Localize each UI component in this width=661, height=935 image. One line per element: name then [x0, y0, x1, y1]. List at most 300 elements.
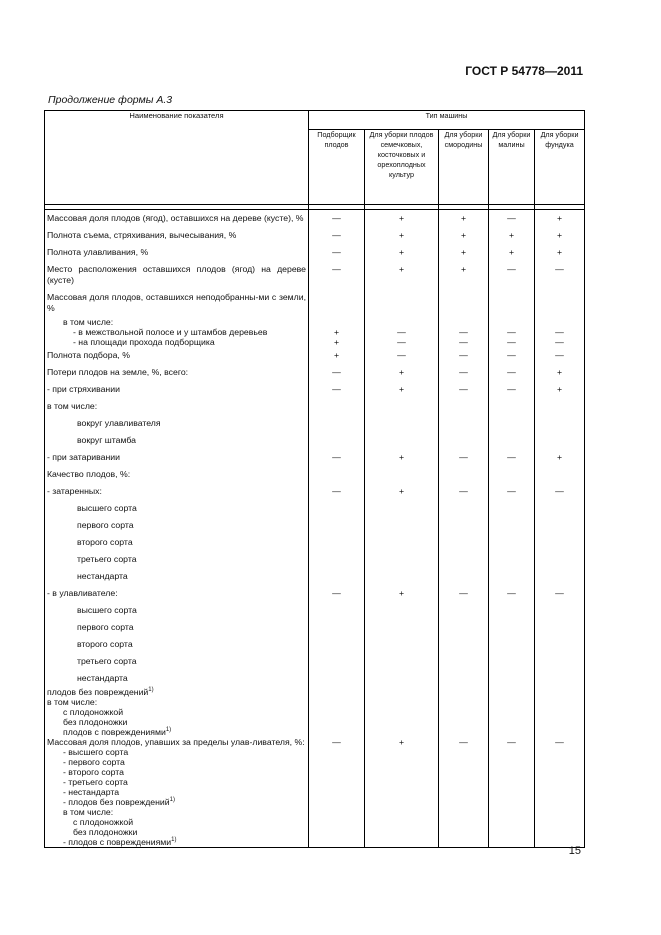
mark-cell: +: [309, 327, 365, 337]
indicator-label-cell: [45, 747, 309, 757]
mark-cell: [489, 568, 535, 585]
mark-cell: [309, 837, 365, 848]
indicator-label-cell: [45, 210, 309, 228]
mark-cell: [535, 568, 585, 585]
mark-cell: +: [365, 210, 439, 228]
indicator-label: - в межствольной полосе и у штамбов деревьев: [73, 327, 268, 337]
mark-cell: +: [365, 364, 439, 381]
mark-cell: [365, 466, 439, 483]
mark-cell: —: [309, 585, 365, 602]
mark-cell: [365, 787, 439, 797]
indicator-label-cell: [45, 398, 309, 415]
table-row: [45, 757, 585, 767]
mark-cell: [535, 636, 585, 653]
footnote-ref: 1): [171, 837, 177, 844]
mark-cell: [365, 817, 439, 827]
mark-cell: [489, 837, 535, 848]
indicator-label: - плодов с повреждениями: [63, 837, 172, 847]
mark-cell: —: [365, 347, 439, 364]
mark-cell: [489, 289, 535, 317]
mark-cell: [439, 757, 489, 767]
mark-cell: [365, 415, 439, 432]
column-header: Для уборки фундука: [535, 130, 585, 205]
mark-cell: [489, 636, 535, 653]
mark-cell: [489, 727, 535, 737]
mark-cell: [309, 787, 365, 797]
mark-cell: +: [489, 244, 535, 261]
mark-cell: [309, 747, 365, 757]
mark-cell: +: [365, 585, 439, 602]
indicator-name-header: Наименование показателя: [45, 111, 309, 205]
table-row: [45, 432, 585, 449]
mark-cell: +: [309, 347, 365, 364]
indicator-label: Полнота съема, стряхивания, вычесывания, %: [47, 230, 237, 240]
table-row: [45, 517, 585, 534]
mark-cell: +: [365, 449, 439, 466]
mark-cell: [439, 767, 489, 777]
mark-cell: —: [489, 364, 535, 381]
mark-cell: [309, 697, 365, 707]
mark-cell: [309, 466, 365, 483]
mark-cell: +: [365, 244, 439, 261]
table-row: [45, 347, 585, 364]
mark-cell: [489, 415, 535, 432]
mark-cell: [439, 653, 489, 670]
mark-cell: [365, 757, 439, 767]
mark-cell: +: [439, 210, 489, 228]
table-row: [45, 568, 585, 585]
mark-cell: [439, 398, 489, 415]
mark-cell: [489, 432, 535, 449]
indicator-label: вокруг штамба: [77, 435, 136, 445]
mark-cell: [309, 817, 365, 827]
mark-cell: [535, 602, 585, 619]
indicator-label: высшего сорта: [77, 605, 137, 615]
mark-cell: +: [439, 227, 489, 244]
indicator-label: без плодоножки: [63, 717, 128, 727]
indicator-label: - в улавливателе:: [47, 588, 118, 598]
mark-cell: —: [309, 227, 365, 244]
indicator-label-cell: [45, 551, 309, 568]
mark-cell: —: [489, 327, 535, 337]
mark-cell: —: [535, 585, 585, 602]
mark-cell: [365, 670, 439, 687]
mark-cell: [309, 777, 365, 787]
table-row: [45, 619, 585, 636]
indicator-label: - нестандарта: [63, 787, 120, 797]
mark-cell: [535, 317, 585, 327]
mark-cell: [365, 837, 439, 848]
indicator-label: Полнота подбора, %: [47, 350, 130, 360]
indicator-label: - третьего сорта: [63, 777, 128, 787]
indicator-label: - высшего сорта: [63, 747, 129, 757]
mark-cell: [365, 500, 439, 517]
mark-cell: [309, 636, 365, 653]
mark-cell: —: [309, 261, 365, 289]
mark-cell: [489, 797, 535, 807]
mark-cell: [309, 619, 365, 636]
table-body: [45, 210, 585, 848]
mark-cell: [439, 727, 489, 737]
table-row: [45, 415, 585, 432]
table-row: [45, 337, 585, 347]
table-row: [45, 767, 585, 777]
mark-cell: —: [439, 364, 489, 381]
mark-cell: —: [489, 483, 535, 500]
mark-cell: [309, 717, 365, 727]
mark-cell: [439, 797, 489, 807]
mark-cell: [535, 777, 585, 787]
table-row: [45, 777, 585, 787]
mark-cell: [365, 534, 439, 551]
mark-cell: [365, 289, 439, 317]
mark-cell: [309, 289, 365, 317]
table-row: [45, 670, 585, 687]
indicator-label-cell: [45, 568, 309, 585]
indicator-label-cell: [45, 327, 309, 337]
mark-cell: [535, 466, 585, 483]
indicator-label-cell: [45, 697, 309, 707]
mark-cell: [489, 787, 535, 797]
mark-cell: [365, 827, 439, 837]
mark-cell: [535, 697, 585, 707]
mark-cell: +: [309, 337, 365, 347]
mark-cell: [489, 619, 535, 636]
mark-cell: [365, 697, 439, 707]
mark-cell: —: [489, 347, 535, 364]
mark-cell: [535, 432, 585, 449]
mark-cell: +: [535, 244, 585, 261]
mark-cell: [309, 398, 365, 415]
standard-code: ГОСТ Р 54778—2011: [465, 64, 583, 78]
mark-cell: [439, 787, 489, 797]
mark-cell: +: [365, 737, 439, 747]
mark-cell: [535, 727, 585, 737]
mark-cell: —: [489, 585, 535, 602]
indicator-label-cell: [45, 602, 309, 619]
table-row: [45, 807, 585, 817]
table-row: [45, 317, 585, 327]
mark-cell: —: [535, 347, 585, 364]
mark-cell: [365, 777, 439, 787]
indicator-label: Массовая доля плодов, оставшихся неподобранны-ми с земли, %: [47, 292, 306, 313]
table-row: [45, 381, 585, 398]
mark-cell: [439, 432, 489, 449]
mark-cell: [439, 415, 489, 432]
mark-cell: [309, 517, 365, 534]
indicator-label-cell: [45, 837, 309, 848]
indicator-label-cell: [45, 337, 309, 347]
mark-cell: [535, 767, 585, 777]
indicator-label-cell: [45, 777, 309, 787]
table-row: [45, 797, 585, 807]
table-row: [45, 602, 585, 619]
mark-cell: +: [535, 364, 585, 381]
mark-cell: [439, 817, 489, 827]
mark-cell: [439, 534, 489, 551]
mark-cell: [439, 807, 489, 817]
mark-cell: [439, 837, 489, 848]
mark-cell: —: [309, 483, 365, 500]
indicator-label-cell: [45, 717, 309, 727]
mark-cell: —: [309, 381, 365, 398]
mark-cell: [489, 317, 535, 327]
indicator-label-cell: [45, 653, 309, 670]
mark-cell: [365, 807, 439, 817]
mark-cell: [489, 500, 535, 517]
mark-cell: [535, 619, 585, 636]
table-row: [45, 534, 585, 551]
footnote-ref: 1): [148, 687, 154, 694]
table-row: [45, 261, 585, 289]
mark-cell: [489, 517, 535, 534]
indicator-label: без плодоножки: [73, 827, 138, 837]
mark-cell: [365, 717, 439, 727]
mark-cell: —: [535, 337, 585, 347]
mark-cell: [309, 707, 365, 717]
machine-type-header: Тип машины: [309, 111, 585, 130]
form-caption: Продолжение формы А.3: [48, 94, 173, 106]
indicator-label: первого сорта: [77, 520, 134, 530]
indicator-label: Полнота улавливания, %: [47, 247, 149, 257]
mark-cell: [535, 653, 585, 670]
mark-cell: —: [439, 585, 489, 602]
table-row: [45, 466, 585, 483]
indicator-label: - на площади прохода подборщика: [73, 337, 215, 347]
mark-cell: [535, 534, 585, 551]
mark-cell: [535, 787, 585, 797]
indicator-label: Место расположения оставшихся плодов (ягод) на дереве (кусте): [47, 264, 306, 285]
mark-cell: [439, 568, 489, 585]
mark-cell: +: [535, 210, 585, 228]
mark-cell: —: [489, 261, 535, 289]
mark-cell: [439, 289, 489, 317]
mark-cell: [309, 797, 365, 807]
table-row: [45, 717, 585, 727]
mark-cell: [535, 398, 585, 415]
indicator-label-cell: [45, 767, 309, 777]
indicator-label: нестандарта: [77, 571, 128, 581]
mark-cell: [309, 432, 365, 449]
indicator-label-cell: [45, 817, 309, 827]
mark-cell: [489, 827, 535, 837]
mark-cell: —: [535, 327, 585, 337]
mark-cell: [365, 398, 439, 415]
indicator-label: - затаренных:: [47, 486, 102, 496]
indicator-label-cell: [45, 787, 309, 797]
indicator-label-cell: [45, 500, 309, 517]
table-row: [45, 727, 585, 737]
indicator-label: в том числе:: [47, 697, 98, 707]
indicator-label-cell: [45, 517, 309, 534]
mark-cell: [535, 807, 585, 817]
mark-cell: [439, 500, 489, 517]
indicator-label-cell: [45, 727, 309, 737]
indicator-label: плодов без повреждений: [47, 687, 149, 697]
mark-cell: [439, 317, 489, 327]
indicator-label: с плодоножкой: [63, 707, 124, 717]
table-row: [45, 364, 585, 381]
indicator-label: второго сорта: [77, 639, 133, 649]
indicator-label: второго сорта: [77, 537, 133, 547]
mark-cell: +: [535, 227, 585, 244]
indicator-label-cell: [45, 797, 309, 807]
mark-cell: [365, 568, 439, 585]
mark-cell: [489, 717, 535, 727]
mark-cell: [309, 415, 365, 432]
mark-cell: [535, 817, 585, 827]
table-row: [45, 687, 585, 697]
mark-cell: —: [535, 737, 585, 747]
mark-cell: [489, 670, 535, 687]
indicator-label-cell: [45, 687, 309, 697]
mark-cell: [309, 767, 365, 777]
mark-cell: [309, 807, 365, 817]
mark-cell: —: [489, 337, 535, 347]
mark-cell: —: [535, 261, 585, 289]
mark-cell: [489, 534, 535, 551]
indicator-label: в том числе:: [47, 401, 98, 411]
page-number: 15: [568, 845, 581, 857]
indicator-label: в том числе:: [63, 807, 114, 817]
indicator-label: - при затаривании: [47, 452, 120, 462]
table-row: [45, 449, 585, 466]
mark-cell: —: [439, 381, 489, 398]
mark-cell: [365, 517, 439, 534]
table-row: [45, 585, 585, 602]
mark-cell: [489, 398, 535, 415]
mark-cell: [365, 432, 439, 449]
indicator-label-cell: [45, 317, 309, 327]
mark-cell: +: [365, 381, 439, 398]
mark-cell: [309, 568, 365, 585]
mark-cell: +: [535, 381, 585, 398]
indicator-label-cell: [45, 289, 309, 317]
table-row: [45, 787, 585, 797]
column-header: Для уборки малины: [489, 130, 535, 205]
mark-cell: [439, 466, 489, 483]
indicator-label: с плодоножкой: [73, 817, 134, 827]
indicator-label: третьего сорта: [77, 554, 137, 564]
mark-cell: [489, 757, 535, 767]
mark-cell: [365, 767, 439, 777]
mark-cell: [439, 670, 489, 687]
table-row: [45, 817, 585, 827]
mark-cell: [439, 602, 489, 619]
mark-cell: [535, 670, 585, 687]
table-row: [45, 500, 585, 517]
mark-cell: [535, 797, 585, 807]
mark-cell: [365, 747, 439, 757]
table-row: [45, 398, 585, 415]
mark-cell: [535, 747, 585, 757]
column-header: Подборщик плодов: [309, 130, 365, 205]
mark-cell: [439, 777, 489, 787]
mark-cell: [535, 551, 585, 568]
mark-cell: [535, 415, 585, 432]
table-row: [45, 327, 585, 337]
mark-cell: +: [439, 244, 489, 261]
mark-cell: —: [439, 327, 489, 337]
mark-cell: +: [535, 449, 585, 466]
indicator-label: плодов с повреждениями: [63, 727, 166, 737]
indicator-label-cell: [45, 585, 309, 602]
mark-cell: +: [439, 261, 489, 289]
indicator-label: - плодов без повреждений: [63, 797, 170, 807]
mark-cell: [365, 602, 439, 619]
mark-cell: —: [309, 364, 365, 381]
mark-cell: [365, 687, 439, 697]
footnote-ref: 1): [169, 797, 175, 804]
indicator-label-cell: [45, 415, 309, 432]
mark-cell: [309, 534, 365, 551]
mark-cell: [309, 500, 365, 517]
mark-cell: —: [309, 449, 365, 466]
indicator-label: - первого сорта: [63, 757, 125, 767]
mark-cell: +: [489, 227, 535, 244]
mark-cell: —: [489, 210, 535, 228]
mark-cell: [439, 517, 489, 534]
table-row: [45, 827, 585, 837]
table-row: [45, 227, 585, 244]
mark-cell: [489, 817, 535, 827]
mark-cell: [365, 636, 439, 653]
mark-cell: [365, 551, 439, 568]
mark-cell: [489, 707, 535, 717]
column-header: Для уборки смородины: [439, 130, 489, 205]
table-row: [45, 837, 585, 848]
mark-cell: [309, 727, 365, 737]
mark-cell: [309, 551, 365, 568]
mark-cell: [439, 697, 489, 707]
mark-cell: —: [489, 449, 535, 466]
indicator-label-cell: [45, 670, 309, 687]
mark-cell: —: [439, 347, 489, 364]
mark-cell: [309, 653, 365, 670]
mark-cell: [489, 807, 535, 817]
mark-cell: [365, 619, 439, 636]
mark-cell: —: [489, 381, 535, 398]
table-row: [45, 697, 585, 707]
indicator-label: в том числе:: [63, 317, 114, 327]
indicator-label-cell: [45, 707, 309, 717]
mark-cell: [489, 687, 535, 697]
table-row: [45, 551, 585, 568]
indicator-label: - второго сорта: [63, 767, 124, 777]
mark-cell: —: [439, 449, 489, 466]
mark-cell: [535, 717, 585, 727]
indicator-label: Массовая доля плодов (ягод), оставшихся на дереве (кусте), %: [47, 213, 304, 223]
indicator-label-cell: [45, 381, 309, 398]
mark-cell: [439, 707, 489, 717]
table-row: [45, 653, 585, 670]
table-row: [45, 244, 585, 261]
mark-cell: —: [439, 337, 489, 347]
table-row: [45, 737, 585, 747]
mark-cell: [489, 767, 535, 777]
mark-cell: [439, 717, 489, 727]
mark-cell: [365, 727, 439, 737]
mark-cell: [535, 757, 585, 767]
indicator-label: высшего сорта: [77, 503, 137, 513]
mark-cell: [535, 687, 585, 697]
mark-cell: +: [365, 261, 439, 289]
mark-cell: [535, 289, 585, 317]
indicator-label-cell: [45, 483, 309, 500]
indicator-label-cell: [45, 261, 309, 289]
mark-cell: +: [365, 483, 439, 500]
mark-cell: [365, 317, 439, 327]
